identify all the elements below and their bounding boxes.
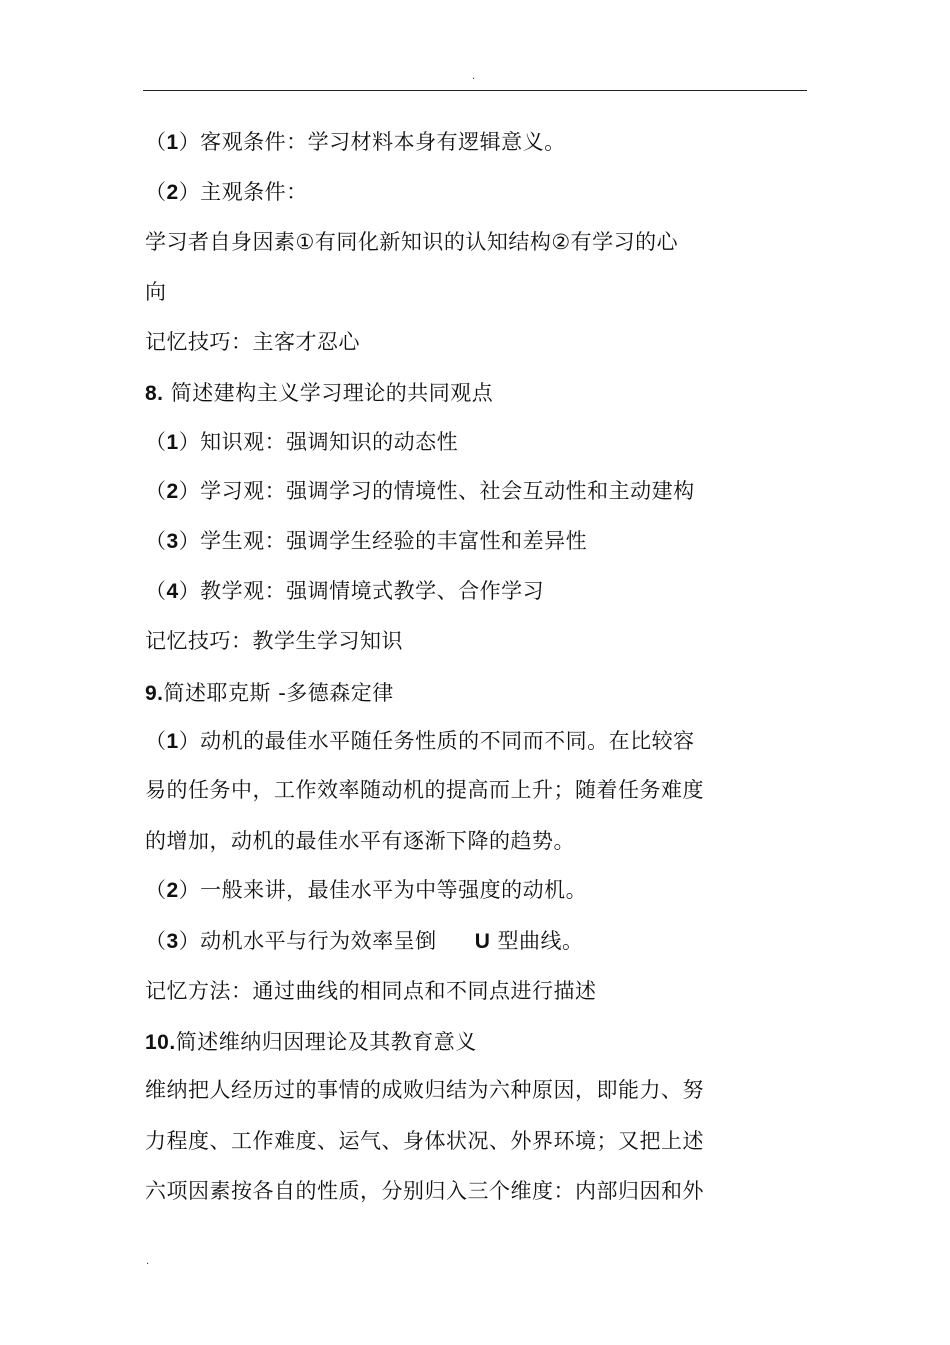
text-line: 易的任务中，工作效率随动机的提高而上升；随着任务难度 [145, 778, 704, 802]
text-line: （2）一般来讲，最佳水平为中等强度的动机。 [145, 878, 588, 902]
section-heading: 9.简述耶克斯 -多德森定律 [145, 681, 394, 705]
text-line: 学习者自身因素①有同化新知识的认知结构②有学习的心 [145, 230, 679, 254]
text-line: （2）学习观：强调学习的情境性、社会互动性和主动建构 [145, 479, 695, 503]
text-line: （2）主观条件： [145, 180, 308, 204]
header-mark: . [472, 71, 476, 82]
text-line: 六项因素按各自的性质，分别归入三个维度：内部归因和外 [145, 1179, 704, 1203]
section-heading: 10.简述维纳归因理论及其教育意义 [145, 1030, 477, 1054]
text-line: 维纳把人经历过的事情的成败归结为六种原因，即能力、努 [145, 1078, 704, 1102]
text-line: 记忆技巧：教学生学习知识 [145, 629, 403, 653]
footer-mark: . [146, 1256, 150, 1267]
text-line: （3）学生观：强调学生经验的丰富性和差异性 [145, 529, 588, 553]
header-rule [143, 90, 807, 91]
text-line: （1）动机的最佳水平随任务性质的不同而不同。在比较容 [145, 729, 695, 753]
text-line: （3）动机水平与行为效率呈倒 U 型曲线。 [145, 929, 584, 953]
text-line: （1）客观条件：学习材料本身有逻辑意义。 [145, 130, 566, 154]
text-line: 的增加，动机的最佳水平有逐渐下降的趋势。 [145, 829, 575, 853]
text-line: 记忆技巧：主客才忍心 [145, 330, 360, 354]
section-heading: 8. 简述建构主义学习理论的共同观点 [145, 381, 494, 405]
text-line: 力程度、工作难度、运气、身体状况、外界环境；又把上述 [145, 1129, 704, 1153]
text-line: 记忆方法：通过曲线的相同点和不同点进行描述 [145, 979, 597, 1003]
text-line: 向 [145, 280, 167, 304]
text-line: （1）知识观：强调知识的动态性 [145, 430, 459, 454]
text-line: （4）教学观：强调情境式教学、合作学习 [145, 579, 545, 603]
